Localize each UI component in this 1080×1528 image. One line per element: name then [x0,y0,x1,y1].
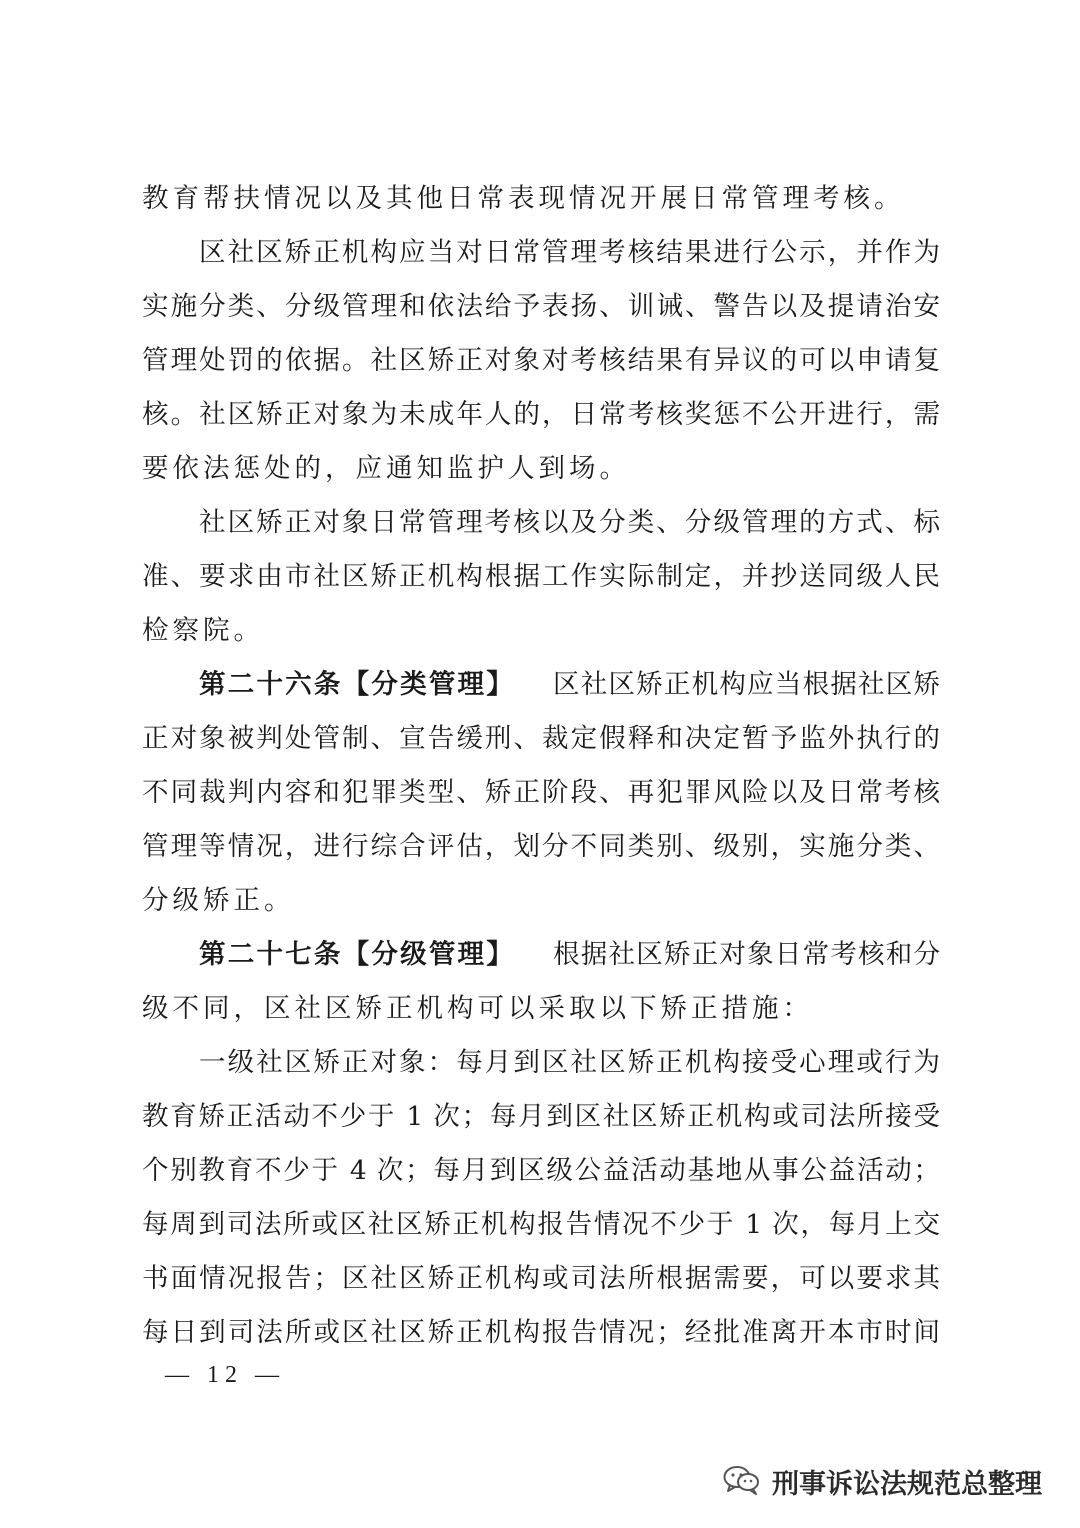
text-line [142,1090,940,1144]
line-text: 实施分类、分级管理和依法给予表扬、训诫、警告以及提请治安 [142,291,940,322]
text-line [142,442,940,496]
text-line [142,820,940,874]
line-text: 级不同，区社区矫正机构可以采取以下矫正措施： [142,993,813,1024]
text-line [142,766,940,820]
text-line [142,172,940,226]
line-text: 区社区矫正机构应当根据社区矫 [553,669,940,700]
text-line [142,334,940,388]
text-line [142,874,940,928]
text-line [142,496,940,550]
line-text: 正对象被判处管制、宣告缓刑、裁定假释和决定暂予监外执行的 [142,723,940,754]
text-line [142,226,940,280]
line-text: 区社区矫正机构应当对日常管理考核结果进行公示，并作为 [199,237,940,268]
page-number: — 12 — [165,1362,285,1388]
text-line [142,1252,940,1306]
line-text: 管理处罚的依据。社区矫正对象对考核结果有异议的可以申请复 [142,345,940,376]
line-text: 教育矫正活动不少于 1 次；每月到区社区矫正机构或司法所接受 [142,1101,940,1132]
wechat-icon [722,1463,762,1501]
line-text: 不同裁判内容和犯罪类型、矫正阶段、再犯罪风险以及日常考核 [142,777,940,808]
line-text: 根据社区矫正对象日常考核和分 [553,939,940,970]
line-text: 一级社区矫正对象：每月到区社区矫正机构接受心理或行为 [199,1047,940,1078]
line-text: 个别教育不少于 4 次；每月到区级公益活动基地从事公益活动； [142,1155,940,1186]
text-line [142,550,940,604]
text-line [142,280,940,334]
line-text: 每周到司法所或区社区矫正机构报告情况不少于 1 次，每月上交 [142,1209,940,1240]
line-text: 要依法惩处的，应通知监护人到场。 [142,453,630,484]
line-text: 管理等情况，进行综合评估，划分不同类别、级别，实施分类、 [142,831,940,862]
line-text: 社区矫正对象日常管理考核以及分类、分级管理的方式、标 [199,507,940,538]
line-text: 检察院。 [142,615,264,646]
article-heading: 第二十七条【分级管理】 [199,939,516,970]
text-line [142,1306,940,1360]
line-text: 书面情况报告；区社区矫正机构或司法所根据需要，可以要求其 [142,1263,940,1294]
watermark-text: 刑事诉讼法规范总整理 [772,1469,1042,1500]
text-line [142,388,940,442]
text-line [142,982,940,1036]
text-line [142,604,940,658]
line-text: 教育帮扶情况以及其他日常表现情况开展日常管理考核。 [142,183,905,214]
document-body [142,172,940,1360]
line-text: 每日到司法所或区社区矫正机构报告情况；经批准离开本市时间 [142,1317,940,1348]
text-line [142,658,940,712]
line-text: 核。社区矫正对象为未成年人的，日常考核奖惩不公开进行，需 [142,399,940,430]
text-line [142,1198,940,1252]
text-line [142,928,940,982]
text-line [142,1036,940,1090]
line-text: 分级矫正。 [142,885,295,916]
watermark [722,1462,1042,1501]
line-text: 准、要求由市社区矫正机构根据工作实际制定，并抄送同级人民 [142,561,940,592]
text-line [142,712,940,766]
article-heading: 第二十六条【分类管理】 [199,669,516,700]
text-line [142,1144,940,1198]
